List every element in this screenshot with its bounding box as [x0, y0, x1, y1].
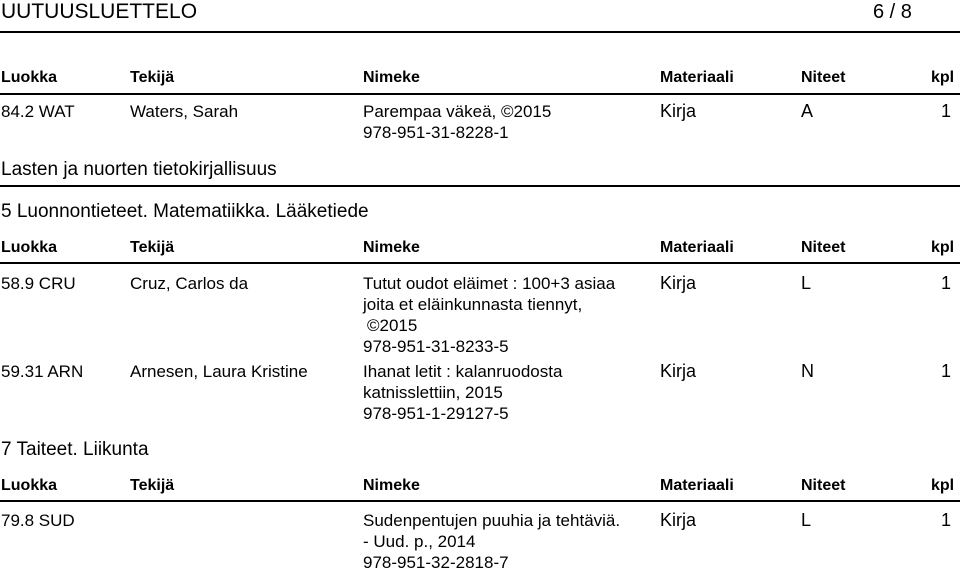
nimeke-line: katnisslettiin, 2015: [363, 383, 503, 402]
row-niteet: A: [801, 101, 814, 121]
isbn: 978-951-32-2818-7: [363, 553, 509, 572]
row-kpl: 1: [941, 273, 952, 293]
page-indicator: 6 / 8: [873, 1, 912, 23]
col-niteet-header: Niteet: [801, 69, 846, 86]
nimeke-line: ©2015: [367, 316, 418, 335]
nimeke-line: Tutut oudot eläimet : 100+3 asiaa: [363, 274, 616, 293]
row-tekija: Arnesen, Laura Kristine: [130, 362, 308, 381]
col-tekija-header: Tekijä: [130, 239, 175, 256]
row-nimeke: [363, 273, 615, 357]
nimeke-line: Parempaa väkeä, ©2015: [363, 102, 552, 121]
section-heading: 7 Taiteet. Liikunta: [1, 439, 149, 460]
row-niteet: N: [801, 361, 814, 381]
row-kpl: 1: [941, 101, 952, 121]
section-divider: [0, 185, 960, 187]
title-divider: [0, 31, 960, 33]
col-niteet-header: Niteet: [801, 239, 846, 256]
col-nimeke-header: Nimeke: [363, 69, 420, 86]
row-luokka: 79.8 SUD: [1, 511, 75, 530]
col-luokka-header: Luokka: [1, 239, 58, 256]
header-divider: [0, 93, 960, 95]
row-tekija: Waters, Sarah: [130, 102, 239, 121]
row-tekija: Cruz, Carlos da: [130, 274, 249, 293]
row-nimeke: [363, 361, 562, 424]
row-materiaali: Kirja: [660, 273, 697, 293]
row-niteet: L: [801, 510, 812, 530]
col-luokka-header: Luokka: [1, 69, 58, 86]
row-luokka: 58.9 CRU: [1, 274, 76, 293]
row-nimeke: [363, 510, 620, 573]
nimeke-line: joita et eläinkunnasta tiennyt,: [363, 295, 583, 314]
col-kpl-header: kpl: [931, 69, 955, 86]
row-kpl: 1: [941, 510, 952, 530]
isbn: 978-951-31-8228-1: [363, 123, 509, 142]
col-tekija-header: Tekijä: [130, 477, 175, 494]
col-niteet-header: Niteet: [801, 477, 846, 494]
page-title: UUTUUSLUETTELO: [1, 0, 198, 23]
nimeke-line: Sudenpentujen puuhia ja tehtäviä.: [363, 511, 621, 530]
row-luokka: 84.2 WAT: [1, 102, 75, 121]
col-kpl-header: kpl: [931, 239, 955, 256]
header-divider: [0, 500, 960, 502]
nimeke-line: - Uud. p., 2014: [363, 532, 476, 551]
row-luokka: 59.31 ARN: [1, 362, 84, 381]
col-luokka-header: Luokka: [1, 477, 58, 494]
row-kpl: 1: [941, 361, 952, 381]
isbn: 978-951-1-29127-5: [363, 404, 509, 423]
section-heading: Lasten ja nuorten tietokirjallisuus: [1, 159, 277, 180]
row-materiaali: Kirja: [660, 510, 697, 530]
col-kpl-header: kpl: [931, 477, 955, 494]
row-materiaali: Kirja: [660, 361, 697, 381]
col-materiaali-header: Materiaali: [660, 477, 734, 494]
col-materiaali-header: Materiaali: [660, 69, 734, 86]
row-niteet: L: [801, 273, 812, 293]
col-tekija-header: Tekijä: [130, 69, 175, 86]
section-heading: 5 Luonnontieteet. Matematiikka. Lääketiede: [1, 201, 369, 222]
col-materiaali-header: Materiaali: [660, 239, 734, 256]
row-materiaali: Kirja: [660, 101, 697, 121]
isbn: 978-951-31-8233-5: [363, 337, 509, 356]
col-nimeke-header: Nimeke: [363, 239, 420, 256]
nimeke-line: Ihanat letit : kalanruodosta: [363, 362, 563, 381]
col-nimeke-header: Nimeke: [363, 477, 420, 494]
header-divider: [0, 262, 960, 264]
row-nimeke: [363, 101, 551, 143]
